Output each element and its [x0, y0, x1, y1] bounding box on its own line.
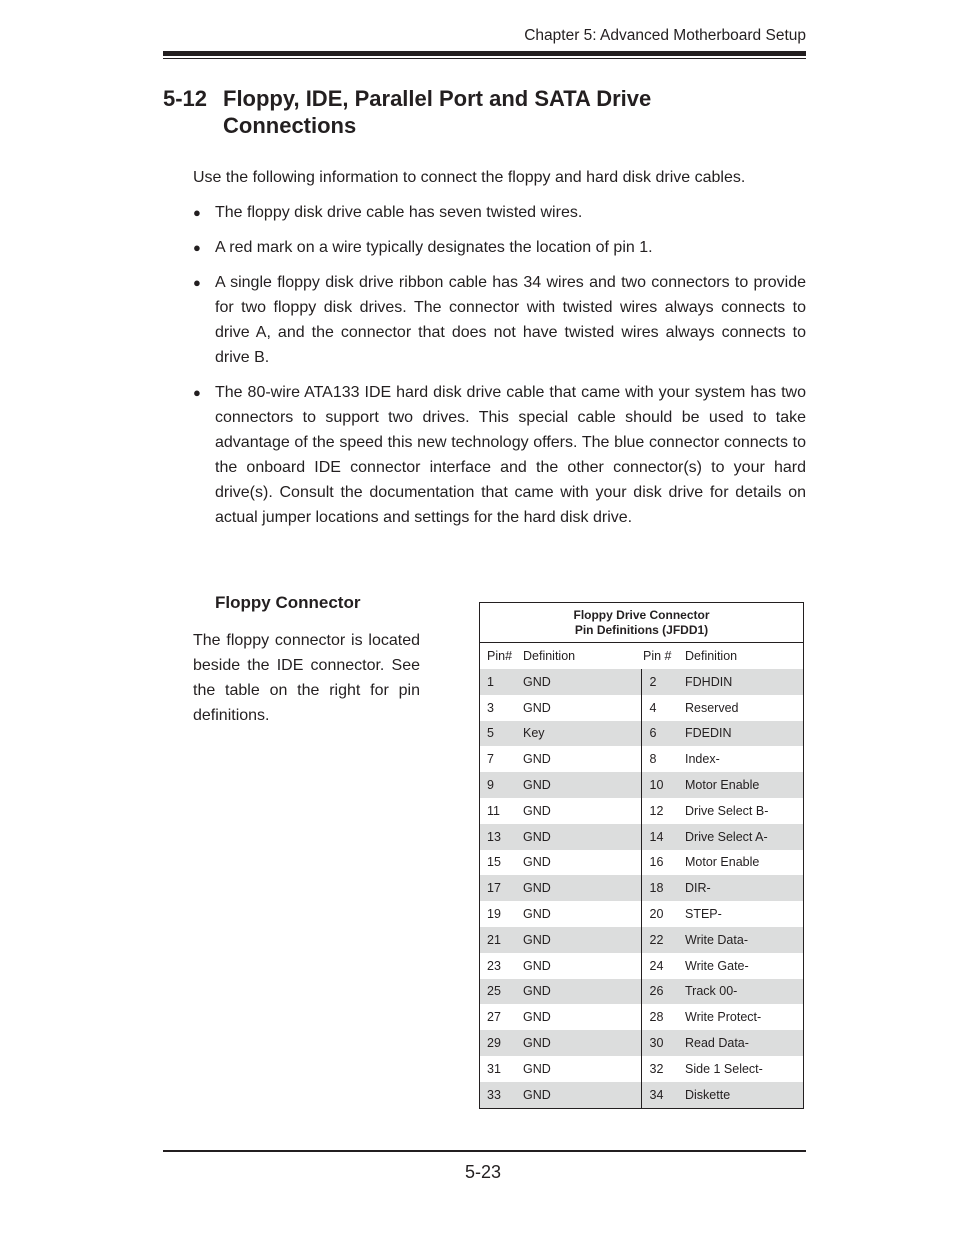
pin-number-cell: 13	[480, 824, 523, 850]
table-caption	[480, 603, 803, 643]
definition-cell: Drive Select B-	[685, 803, 769, 818]
definition-cell: STEP-	[685, 907, 722, 922]
pin-number-cell: 9	[480, 772, 523, 798]
definition-cell: GND	[523, 824, 641, 850]
pin-number-cell: 31	[487, 1061, 501, 1076]
definition-cell: FDEDIN	[685, 721, 803, 747]
table-row	[480, 1004, 803, 1030]
definition-cell: GND	[523, 1082, 641, 1108]
table-row	[480, 772, 803, 798]
bullet-item	[193, 270, 806, 370]
table-row	[480, 979, 803, 1005]
pin-number-cell: 19	[487, 907, 501, 922]
table-row	[480, 746, 803, 772]
definition-cell: GND	[523, 958, 551, 973]
definition-cell: GND	[523, 927, 641, 953]
definition-cell: GND	[523, 700, 551, 715]
bullet-text: The floppy disk drive cable has seven twisted wires.	[215, 204, 583, 221]
definition-cell: Reserved	[685, 700, 739, 715]
pin-number-cell: 7	[487, 752, 494, 767]
definition-cell: GND	[523, 907, 551, 922]
table-row	[480, 875, 803, 901]
pin-number-cell: 20	[641, 901, 685, 927]
section-number: 5-12	[163, 86, 208, 111]
pin-definitions-table	[479, 602, 804, 1109]
pin-number-cell: 30	[641, 1030, 685, 1056]
definition-cell: GND	[523, 875, 641, 901]
definition-cell: Index-	[685, 752, 720, 767]
table-row	[480, 927, 803, 953]
bullet-icon: ●	[193, 275, 201, 290]
pin-number-cell: 29	[480, 1030, 523, 1056]
definition-cell: Side 1 Select-	[685, 1061, 763, 1076]
table-row	[480, 824, 803, 850]
definition-cell: Read Data-	[685, 1030, 803, 1056]
pin-number-cell: 34	[641, 1082, 685, 1108]
table-header-row	[480, 643, 803, 669]
definition-cell: GND	[523, 1010, 551, 1025]
bullet-text: The 80-wire ATA133 IDE hard disk drive cable that came with your system has two connectors to support two drives. This special cable should be used to take advantage of the speed this new technology offers. The blue connector connects to the onboard IDE connector interface and the other connector(s) to your hard drive(s). Consult the documentation that came with your disk drive for details on actual jumper locations and settings for the hard disk drive.	[215, 384, 806, 526]
bullet-text: A red mark on a wire typically designates the location of pin 1.	[215, 239, 653, 256]
table-row	[480, 695, 803, 721]
bullet-list	[193, 200, 806, 540]
definition-cell: FDHDIN	[685, 669, 803, 695]
definition-cell: GND	[523, 979, 641, 1005]
page-number: 5-23	[465, 1162, 502, 1182]
definition-cell: GND	[523, 772, 641, 798]
table-row	[480, 901, 803, 927]
pin-number-cell: 24	[641, 953, 685, 979]
definition-cell: GND	[523, 1030, 641, 1056]
bullet-item	[193, 235, 806, 260]
definition-cell: GND	[523, 1061, 551, 1076]
definition-cell: Write Gate-	[685, 958, 749, 973]
pin-number-cell: 6	[641, 721, 685, 747]
pin-number-cell: 25	[480, 979, 523, 1005]
definition-cell: Drive Select A-	[685, 824, 803, 850]
definition-cell: Key	[523, 721, 641, 747]
pin-number-cell: 33	[480, 1082, 523, 1108]
table-caption-line2: Pin Definitions (JFDD1)	[574, 623, 709, 637]
header-rule-thin	[163, 58, 806, 59]
column-header-definition: Definition	[685, 649, 738, 663]
pin-number-cell: 15	[487, 855, 501, 870]
section-title	[163, 85, 651, 139]
bullet-item	[193, 380, 806, 530]
pin-number-cell: 21	[480, 927, 523, 953]
pin-number-cell: 22	[641, 927, 685, 953]
floppy-connector-description: The floppy connector is located beside the IDE connector. See the table on the right for pin definitions.	[193, 632, 420, 724]
definition-cell: GND	[523, 803, 551, 818]
pin-number-cell: 27	[487, 1010, 501, 1025]
table-caption-line1: Floppy Drive Connector	[573, 608, 710, 622]
definition-cell: Motor Enable	[685, 855, 760, 870]
floppy-connector-title: Floppy Connector	[215, 593, 361, 612]
footer-rule	[163, 1150, 806, 1152]
table-row	[480, 850, 803, 876]
definition-cell: Diskette	[685, 1082, 803, 1108]
pin-number-cell: 3	[487, 700, 494, 715]
definition-cell: Motor Enable	[685, 772, 803, 798]
table-row	[480, 1056, 803, 1082]
pin-number-cell: 28	[641, 1004, 685, 1030]
bullet-text: A single floppy disk drive ribbon cable has 34 wires and two connectors to provide for two floppy disk drives. The connector with twisted wires always connects to drive A, and the connector that does not have twisted wires always connects to drive B.	[215, 274, 806, 366]
table-row	[480, 669, 803, 695]
pin-number-cell: 10	[641, 772, 685, 798]
table-row	[480, 1082, 803, 1108]
pin-number-cell: 8	[641, 746, 685, 772]
table-row	[480, 953, 803, 979]
definition-cell: Track 00-	[685, 979, 803, 1005]
pin-number-cell: 5	[480, 721, 523, 747]
chapter-header: Chapter 5: Advanced Motherboard Setup	[524, 27, 806, 44]
table-row	[480, 1030, 803, 1056]
definition-cell: GND	[523, 752, 551, 767]
pin-number-cell: 4	[641, 695, 685, 721]
bullet-item	[193, 200, 806, 225]
table-row	[480, 798, 803, 824]
intro-paragraph: Use the following information to connect the floppy and hard disk drive cables.	[193, 169, 746, 186]
definition-cell: Write Protect-	[685, 1010, 762, 1025]
pin-number-cell: 18	[641, 875, 685, 901]
column-header-definition: Definition	[523, 649, 576, 663]
pin-number-cell: 32	[641, 1056, 685, 1082]
definition-cell: DIR-	[685, 875, 803, 901]
section-title-line1: Floppy, IDE, Parallel Port and SATA Drive	[223, 86, 652, 111]
definition-cell: GND	[523, 855, 551, 870]
bullet-icon: ●	[193, 240, 201, 255]
pin-number-cell: 11	[487, 803, 500, 818]
bullet-icon: ●	[193, 385, 201, 400]
pin-number-cell: 2	[641, 669, 685, 695]
pin-number-cell: 23	[487, 958, 501, 973]
pin-number-cell: 1	[480, 669, 523, 695]
pin-number-cell: 16	[641, 850, 685, 876]
header-rule	[163, 51, 806, 56]
pin-number-cell: 14	[641, 824, 685, 850]
column-header-pin: Pin #	[643, 649, 672, 663]
section-title-line2: Connections	[223, 113, 357, 138]
definition-cell: GND	[523, 669, 641, 695]
pin-number-cell: 17	[480, 875, 523, 901]
table-row	[480, 721, 803, 747]
pin-number-cell: 12	[641, 798, 685, 824]
pin-number-cell: 26	[641, 979, 685, 1005]
table-body	[480, 669, 803, 1108]
column-header-pin: Pin#	[487, 649, 513, 663]
pin-table-grid	[480, 643, 803, 1108]
bullet-icon: ●	[193, 205, 201, 220]
definition-cell: Write Data-	[685, 927, 803, 953]
